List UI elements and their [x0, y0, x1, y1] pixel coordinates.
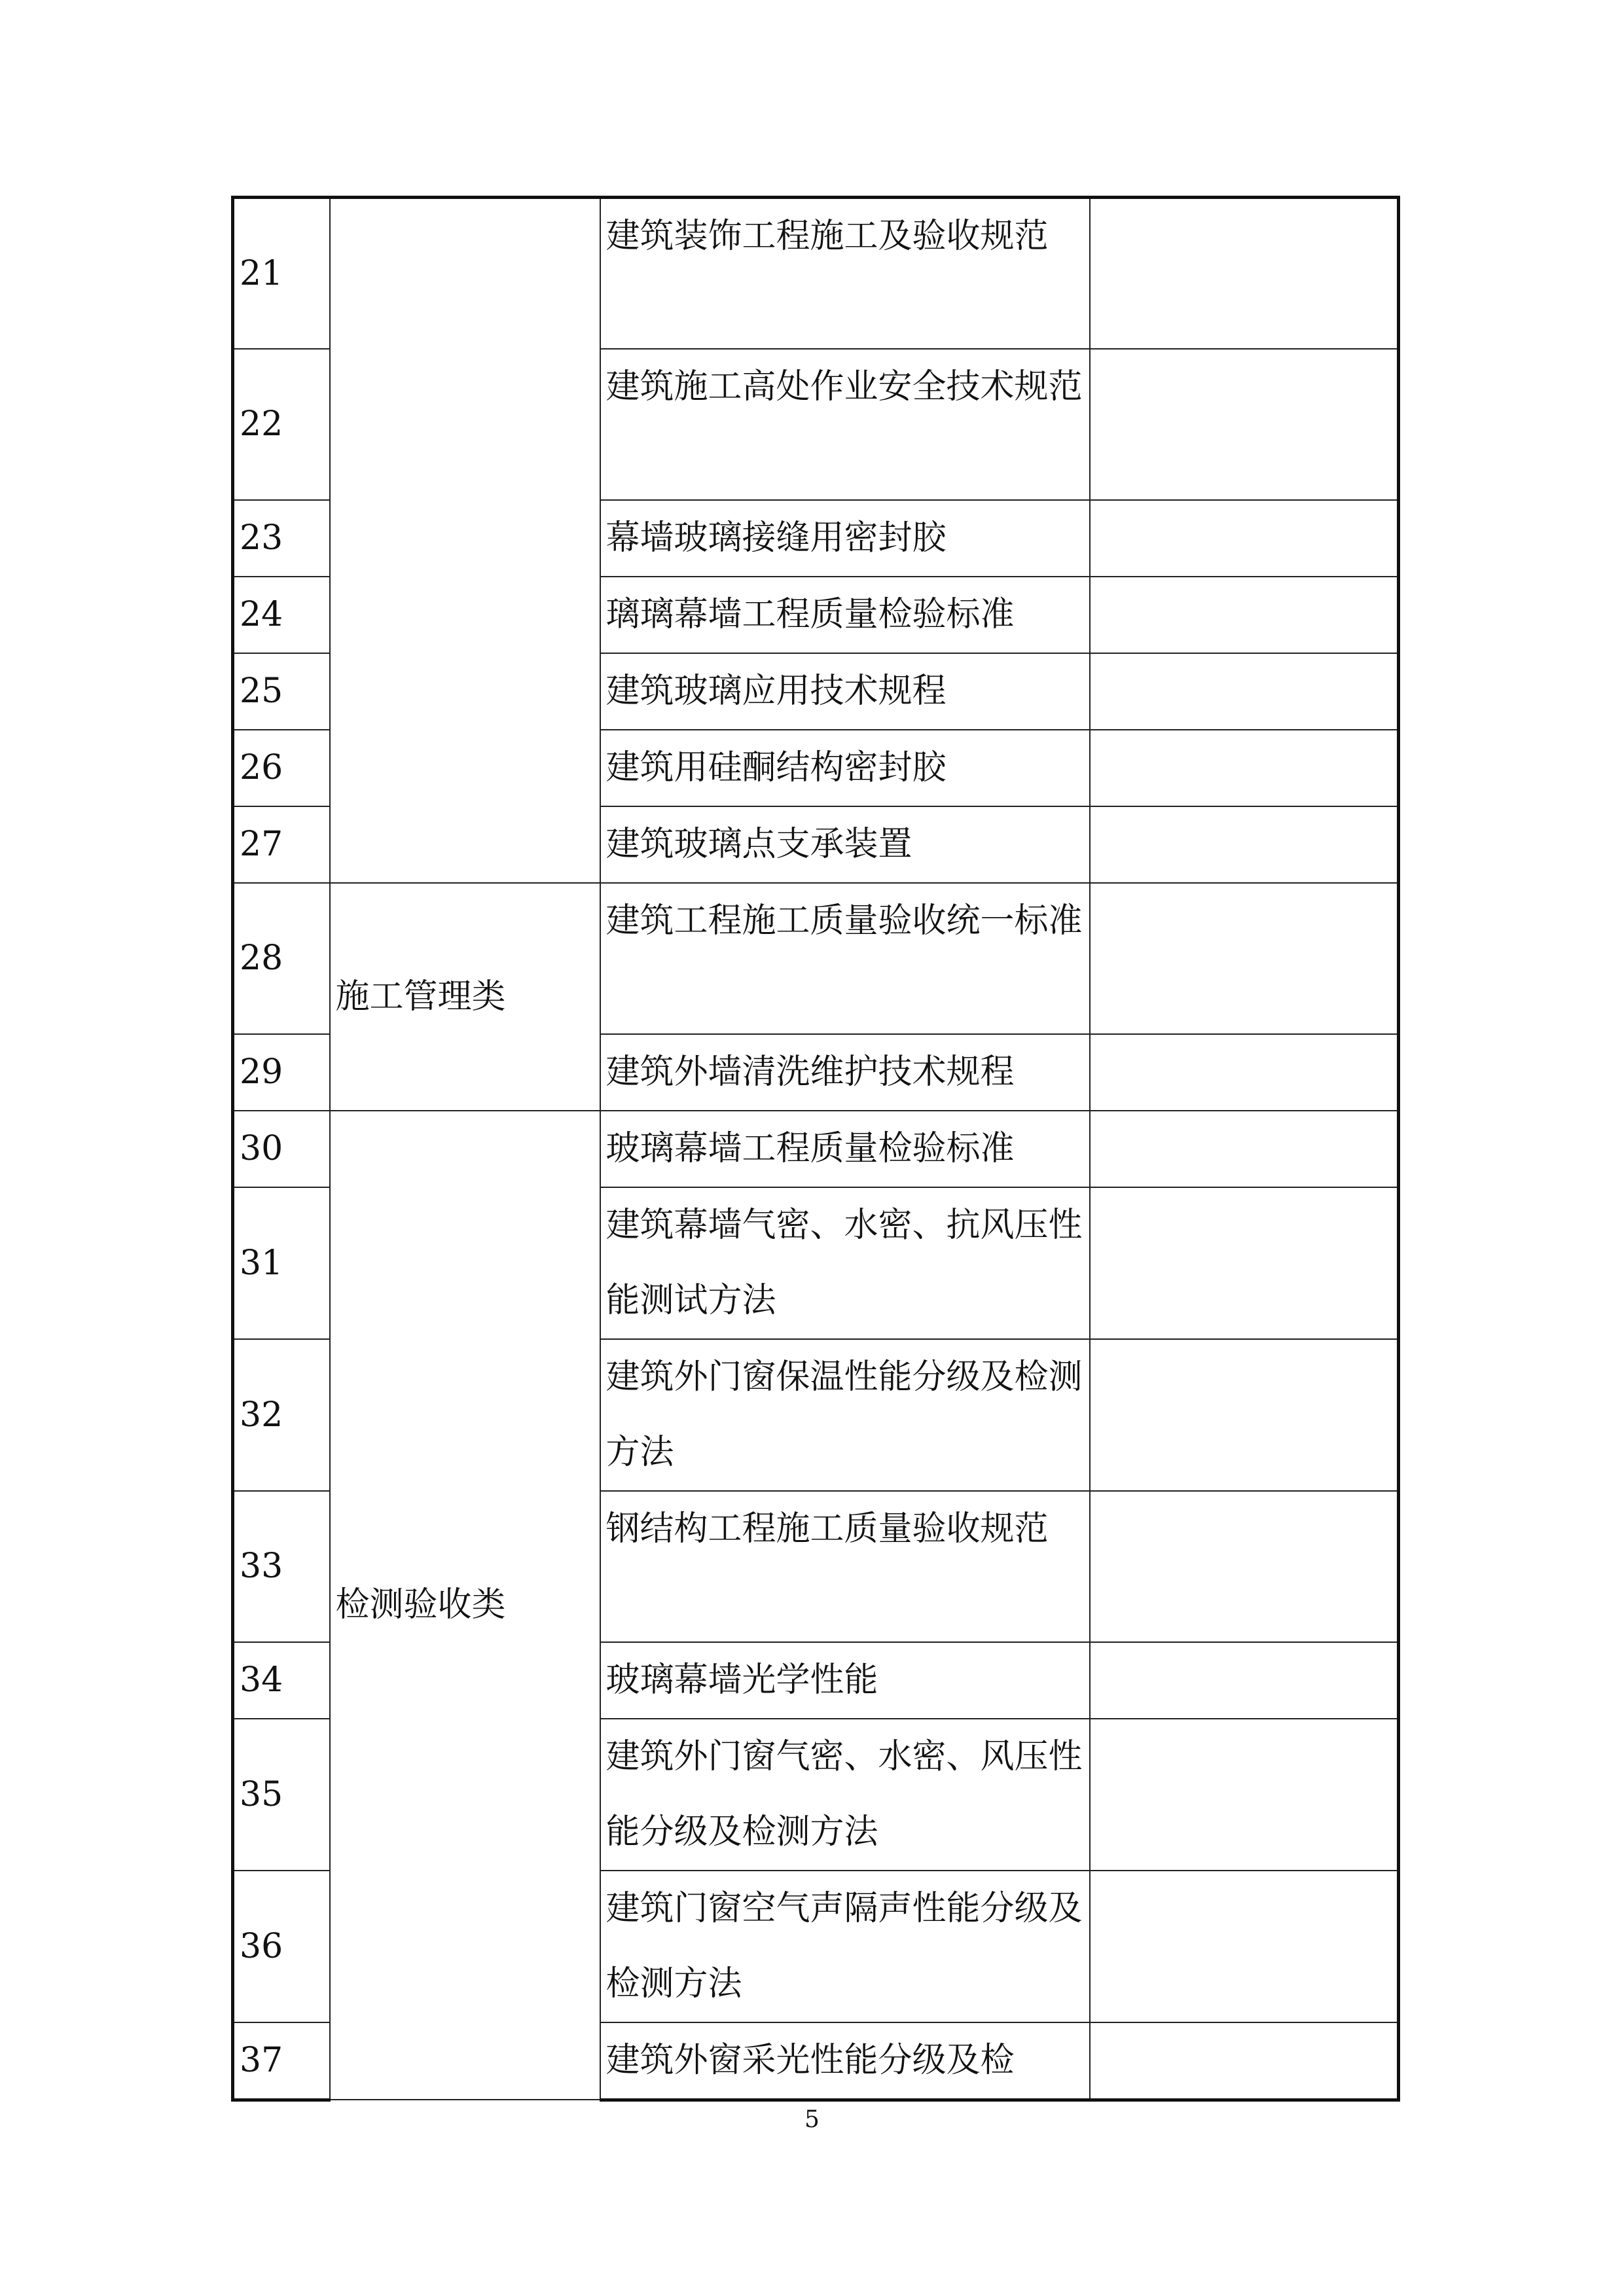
- standard-title: 璃璃幕墙工程质量检验标准: [600, 577, 1090, 653]
- row-number: 37: [233, 2022, 330, 2100]
- remarks-cell: [1090, 806, 1399, 883]
- remarks-cell: [1090, 349, 1399, 500]
- row-number: 27: [233, 806, 330, 883]
- remarks-cell: [1090, 1719, 1399, 1871]
- row-number: 25: [233, 653, 330, 730]
- remarks-cell: [1090, 1187, 1399, 1339]
- standards-table: [231, 196, 1400, 2102]
- standard-title: 建筑外墙清洗维护技术规程: [600, 1034, 1090, 1111]
- table-row: [233, 1111, 1399, 1187]
- row-number: 28: [233, 883, 330, 1034]
- row-number: 35: [233, 1719, 330, 1871]
- row-number: 36: [233, 1871, 330, 2022]
- row-number: 33: [233, 1491, 330, 1642]
- standard-title: 建筑幕墙气密、水密、抗风压性能测试方法: [600, 1187, 1090, 1339]
- standard-title: 幕墙玻璃接缝用密封胶: [600, 500, 1090, 577]
- standard-title: 玻璃幕墙工程质量检验标准: [600, 1111, 1090, 1187]
- row-number: 32: [233, 1339, 330, 1491]
- remarks-cell: [1090, 1491, 1399, 1642]
- standard-title: 玻璃幕墙光学性能: [600, 1642, 1090, 1719]
- table-row: [233, 883, 1399, 1034]
- standard-title: 建筑玻璃点支承装置: [600, 806, 1090, 883]
- row-number: 31: [233, 1187, 330, 1339]
- row-number: 21: [233, 198, 330, 349]
- remarks-cell: [1090, 577, 1399, 653]
- category-cell: 施工管理类: [330, 883, 600, 1111]
- standard-title: 钢结构工程施工质量验收规范: [600, 1491, 1090, 1642]
- remarks-cell: [1090, 1111, 1399, 1187]
- row-number: 34: [233, 1642, 330, 1719]
- row-number: 29: [233, 1034, 330, 1111]
- standard-title: 建筑施工高处作业安全技术规范: [600, 349, 1090, 500]
- row-number: 26: [233, 730, 330, 806]
- remarks-cell: [1090, 500, 1399, 577]
- remarks-cell: [1090, 2022, 1399, 2100]
- remarks-cell: [1090, 883, 1399, 1034]
- standard-title: 建筑门窗空气声隔声性能分级及检测方法: [600, 1871, 1090, 2022]
- row-number: 22: [233, 349, 330, 500]
- standard-title: 建筑用硅酮结构密封胶: [600, 730, 1090, 806]
- standard-title: 建筑玻璃应用技术规程: [600, 653, 1090, 730]
- row-number: 30: [233, 1111, 330, 1187]
- remarks-cell: [1090, 653, 1399, 730]
- table-row: [233, 198, 1399, 349]
- standard-title: 建筑外门窗气密、水密、风压性能分级及检测方法: [600, 1719, 1090, 1871]
- remarks-cell: [1090, 198, 1399, 349]
- standard-title: 建筑外窗采光性能分级及检: [600, 2022, 1090, 2100]
- standard-title: 建筑外门窗保温性能分级及检测方法: [600, 1339, 1090, 1491]
- row-number: 23: [233, 500, 330, 577]
- category-cell-empty: [330, 198, 600, 883]
- remarks-cell: [1090, 1034, 1399, 1111]
- row-number: 24: [233, 577, 330, 653]
- remarks-cell: [1090, 1871, 1399, 2022]
- remarks-cell: [1090, 730, 1399, 806]
- remarks-cell: [1090, 1642, 1399, 1719]
- category-cell: 检测验收类: [330, 1111, 600, 2100]
- standard-title: 建筑工程施工质量验收统一标准: [600, 883, 1090, 1034]
- standard-title: 建筑装饰工程施工及验收规范: [600, 198, 1090, 349]
- page-number: 5: [804, 2106, 820, 2133]
- remarks-cell: [1090, 1339, 1399, 1491]
